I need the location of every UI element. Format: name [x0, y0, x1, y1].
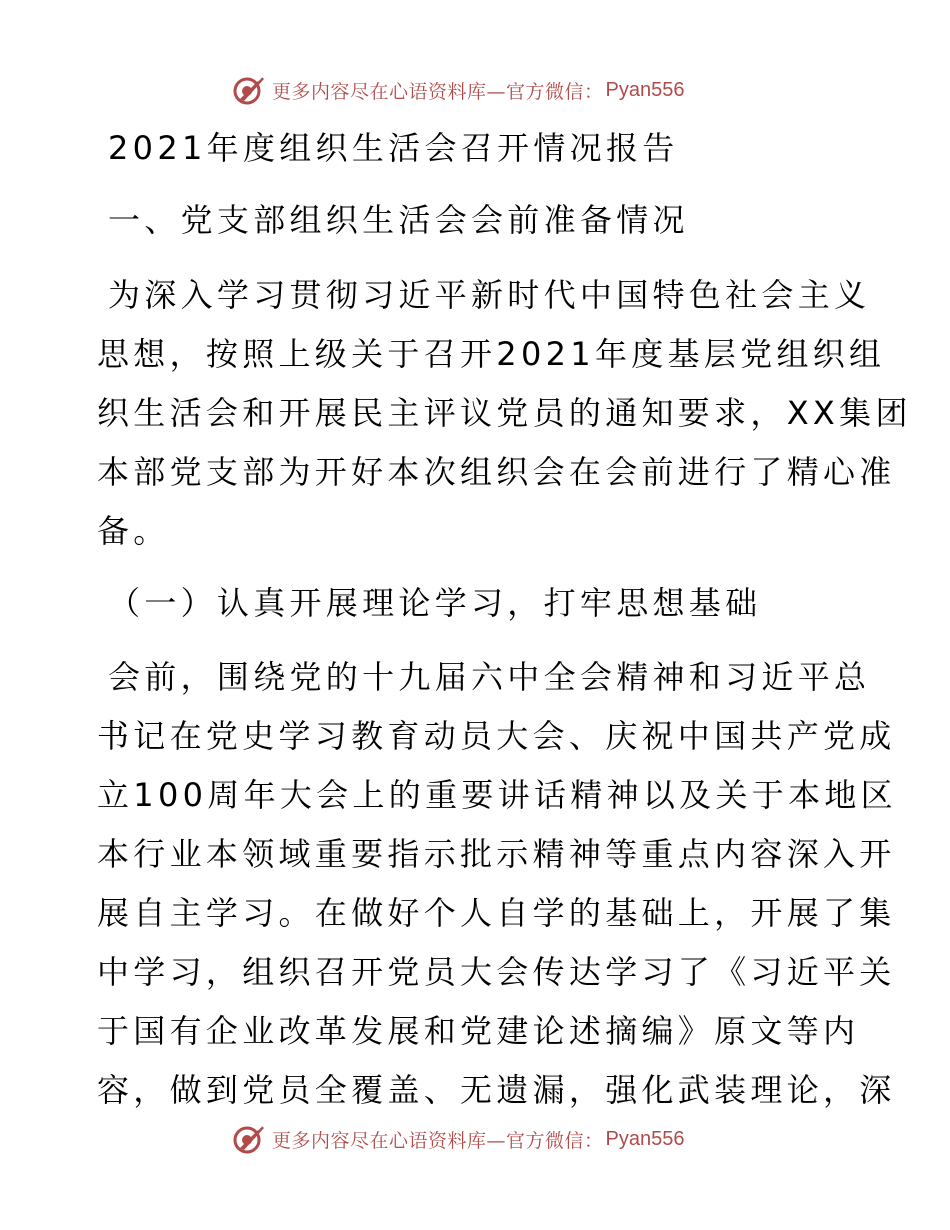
section-heading: 一、党支部组织生活会会前准备情况 [108, 201, 689, 239]
paragraph-line: 备。 [97, 512, 170, 550]
paragraph-line: 立100周年大会上的重要讲话精神以及关于本地区 [97, 776, 897, 814]
header-watermark-banner [232, 70, 684, 110]
paragraph-line: 展自主学习。在做好个人自学的基础上，开展了集 [97, 894, 896, 932]
document-title: 2021年度组织生活会召开情况报告 [108, 129, 679, 167]
footer-watermark-banner [232, 1119, 684, 1159]
paragraph-line: 思想，按照上级关于召开2021年度基层党组织组 [97, 335, 886, 373]
subsection-heading: （一）认真开展理论学习，打牢思想基础 [108, 584, 762, 622]
watermark-wechat-id: Pyan556 [605, 1127, 685, 1150]
paragraph-line: 本部党支部为开好本次组织会在会前进行了精心准 [97, 453, 896, 491]
paragraph-line: 为深入学习贯彻习近平新时代中国特色社会主义 [108, 276, 871, 314]
paragraph-line: 容，做到党员全覆盖、无遗漏，强化武装理论，深 [97, 1071, 896, 1109]
watermark-text: 更多内容尽在心语资料库—官方微信： [272, 80, 604, 103]
paragraph-line: 织生活会和开展民主评议党员的通知要求，XX集团 [97, 394, 912, 432]
paragraph-line: 本行业本领域重要指示批示精神等重点内容深入开 [97, 835, 896, 873]
paragraph-line: 会前，围绕党的十九届六中全会精神和习近平总 [108, 658, 871, 696]
paragraph-line: 中学习，组织召开党员大会传达学习了《习近平关 [97, 953, 896, 991]
watermark-text: 更多内容尽在心语资料库—官方微信： [272, 1129, 604, 1152]
quill-logo-icon [232, 1122, 266, 1156]
watermark-wechat-id: Pyan556 [605, 78, 685, 101]
quill-logo-icon [232, 73, 266, 107]
paragraph-line: 书记在党史学习教育动员大会、庆祝中国共产党成 [97, 717, 896, 755]
paragraph-line: 于国有企业改革发展和党建论述摘编》原文等内 [97, 1012, 860, 1050]
